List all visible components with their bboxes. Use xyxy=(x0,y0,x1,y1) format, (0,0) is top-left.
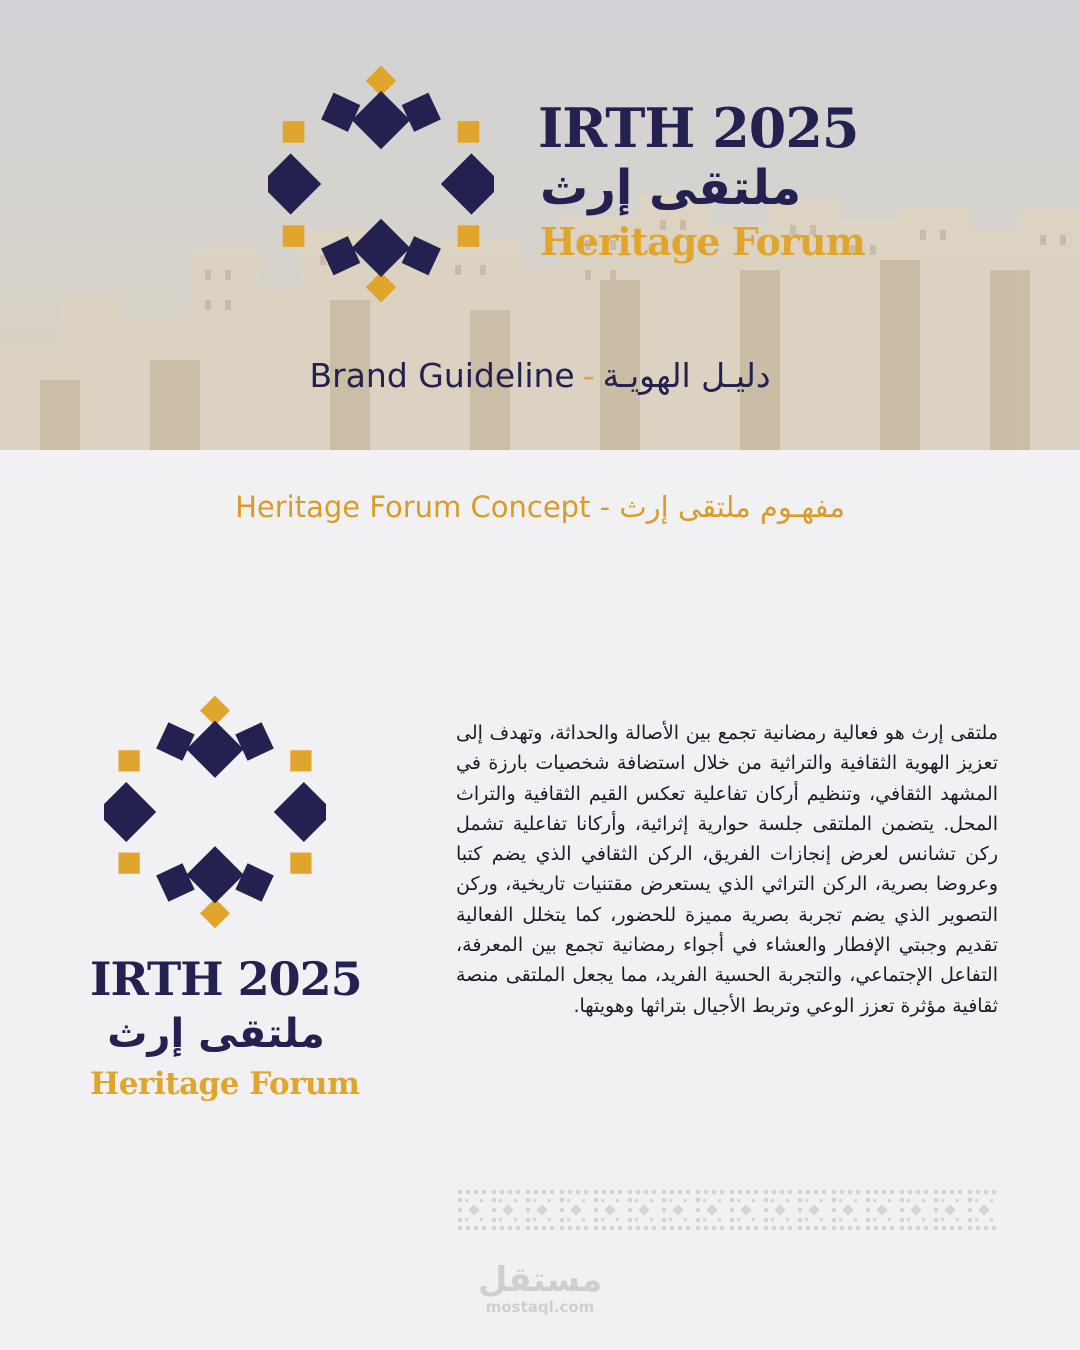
brand-guideline-heading xyxy=(0,356,1080,395)
star-tile-logo-icon xyxy=(268,66,494,302)
star-tile-logo-icon xyxy=(104,694,326,930)
logo-arabic-name: ملتقى إرث xyxy=(107,1011,325,1057)
guideline-arabic: دليـل الهويـة xyxy=(602,356,771,395)
logo-subtitle: Heritage Forum xyxy=(90,1066,360,1102)
watermark-url: mostaql.com xyxy=(485,1298,595,1316)
logo-title: IRTH 2025 xyxy=(90,952,362,1006)
hero-arabic-name: ملتقى إرث xyxy=(540,160,802,216)
guideline-separator: - xyxy=(582,356,595,395)
guideline-english: Brand Guideline xyxy=(309,356,575,395)
watermark-arabic: مستقل xyxy=(477,1260,603,1300)
concept-title: Heritage Forum Concept - مفهـوم ملتقى إرث xyxy=(235,490,845,524)
concept-paragraph: ملتقى إرث هو فعالية رمضانية تجمع بين الأصالة والحداثة، وتهدف إلى تعزيز الهوية الثقافية والتراثية من خلال استضافة شخصيات بارزة في المشهد الثقافي، وتنظيم أركان تفاعلية تعكس القيم الثقافية والتراث المحل. يتضمن الملتقى جلسة حوارية إثرائية، وأركانا تفاعلية تشمل ركن تشانس لعرض إنجازات الفريق، الركن الثقافي الذي يضم كتبا وعروضا بصرية، الركن التراثي الذي يستعرض مقتنيات تاريخية، وركن التصوير الذي يضم تجربة بصرية مميزة للحضور، كما يتخلل الفعالية تقديم وجبتي الإفطار والعشاء في أجواء رمضانية تجمع بين المعرفة، التفاعل الإجتماعي، والتجربة الحسية الفريد، مما يجعل الملتقى منصة ثقافية مؤثرة تعزز الوعي وتربط الأجيال بتراثها وهويتها. xyxy=(456,722,998,1017)
hero-banner xyxy=(0,0,1080,450)
hero-title: IRTH 2025 xyxy=(538,96,859,160)
ornamental-pattern-icon xyxy=(456,1188,998,1232)
watermark xyxy=(460,1262,620,1316)
hero-subtitle: Heritage Forum xyxy=(540,219,865,264)
